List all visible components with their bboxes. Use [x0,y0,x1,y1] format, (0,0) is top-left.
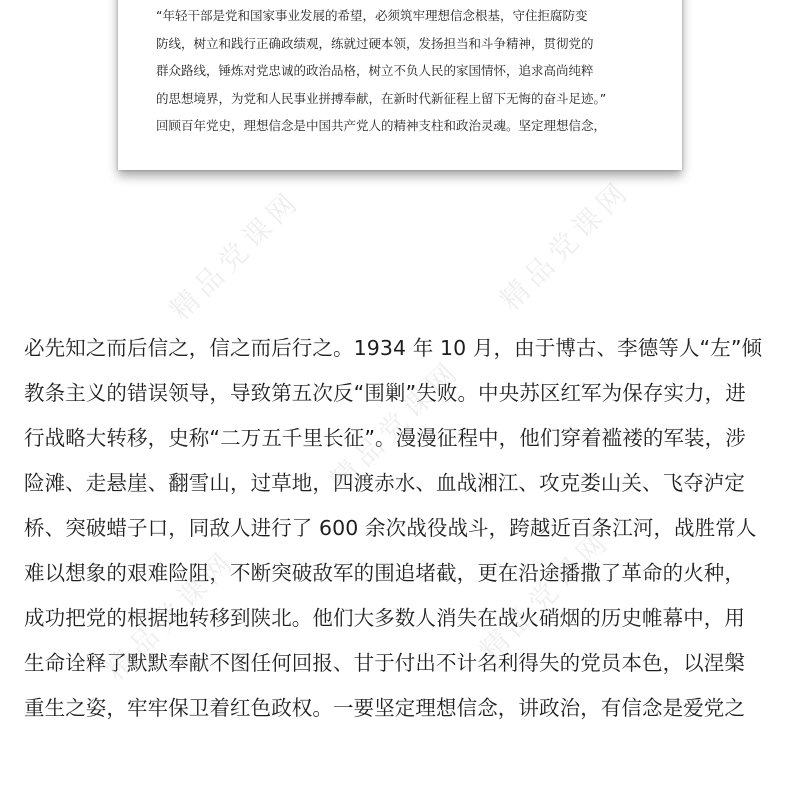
body-line: 桥、突破蜡子口，同敌人进行了 600 余次战役战斗，跨越近百条江河，战胜常人 [24,516,757,540]
watermark-text: 精品党课网 [323,353,468,497]
watermark-text: 精品党课网 [473,523,618,667]
preview-line: 回顾百年党史，理想信念是中国共产党人的精神支柱和政治灵魂。坚定理想信念， [156,118,607,133]
body-line: 重生之姿，牢牢保卫着红色政权。一要坚定理想信念，讲政治，有信念是爱党之 [24,696,745,720]
embedded-page-preview [118,0,682,170]
watermark-text: 精品党课网 [493,173,638,317]
watermark-text: 精品党课网 [98,543,243,687]
preview-line: “年轻干部是党和国家事业发展的希望，必须筑牢理想信念根基，守住拒腐防变 [156,8,588,23]
body-line: 必先知之而后信之，信之而后行之。1934 年 10 月，由于博古、李德等人“左”倾 [24,336,763,360]
body-line: 险滩、走悬崖、翻雪山，过草地，四渡赤水、血战湘江、攻克娄山关、飞夺泸定 [24,471,745,495]
body-line: 成功把党的根据地转移到陕北。他们大多数人消失在战火硝烟的历史帷幕中，用 [24,606,745,630]
body-line: 教条主义的错误领导，导致第五次反“围剿”失败。中央苏区红军为保存实力，进 [24,381,746,405]
preview-line: 的思想境界，为党和人民事业拼搏奉献，在新时代新征程上留下无悔的奋斗足迹。” [156,90,607,106]
body-paragraph [24,326,784,731]
preview-text-block [156,2,656,140]
body-line: 难以想象的艰难险阻，不断突破敌军的围追堵截，更在沿途播撒了革命的火种， [24,561,745,585]
body-line: 行战略大转移，史称“二万五千里长征”。漫漫征程中，他们穿着褴褛的军装，涉 [24,426,746,450]
preview-line: 群众路线，锤炼对党忠诚的政治品格，树立不负人民的家国情怀，追求高尚纯粹 [156,63,594,78]
watermark-text: 精品党课网 [163,183,308,327]
preview-line: 防线，树立和践行正确政绩观，练就过硬本领，发扬担当和斗争精神，贯彻党的 [156,35,594,51]
body-line: 生命诠释了默默奉献不图任何回报、甘于付出不计名利得失的党员本色，以涅槃 [24,651,745,675]
